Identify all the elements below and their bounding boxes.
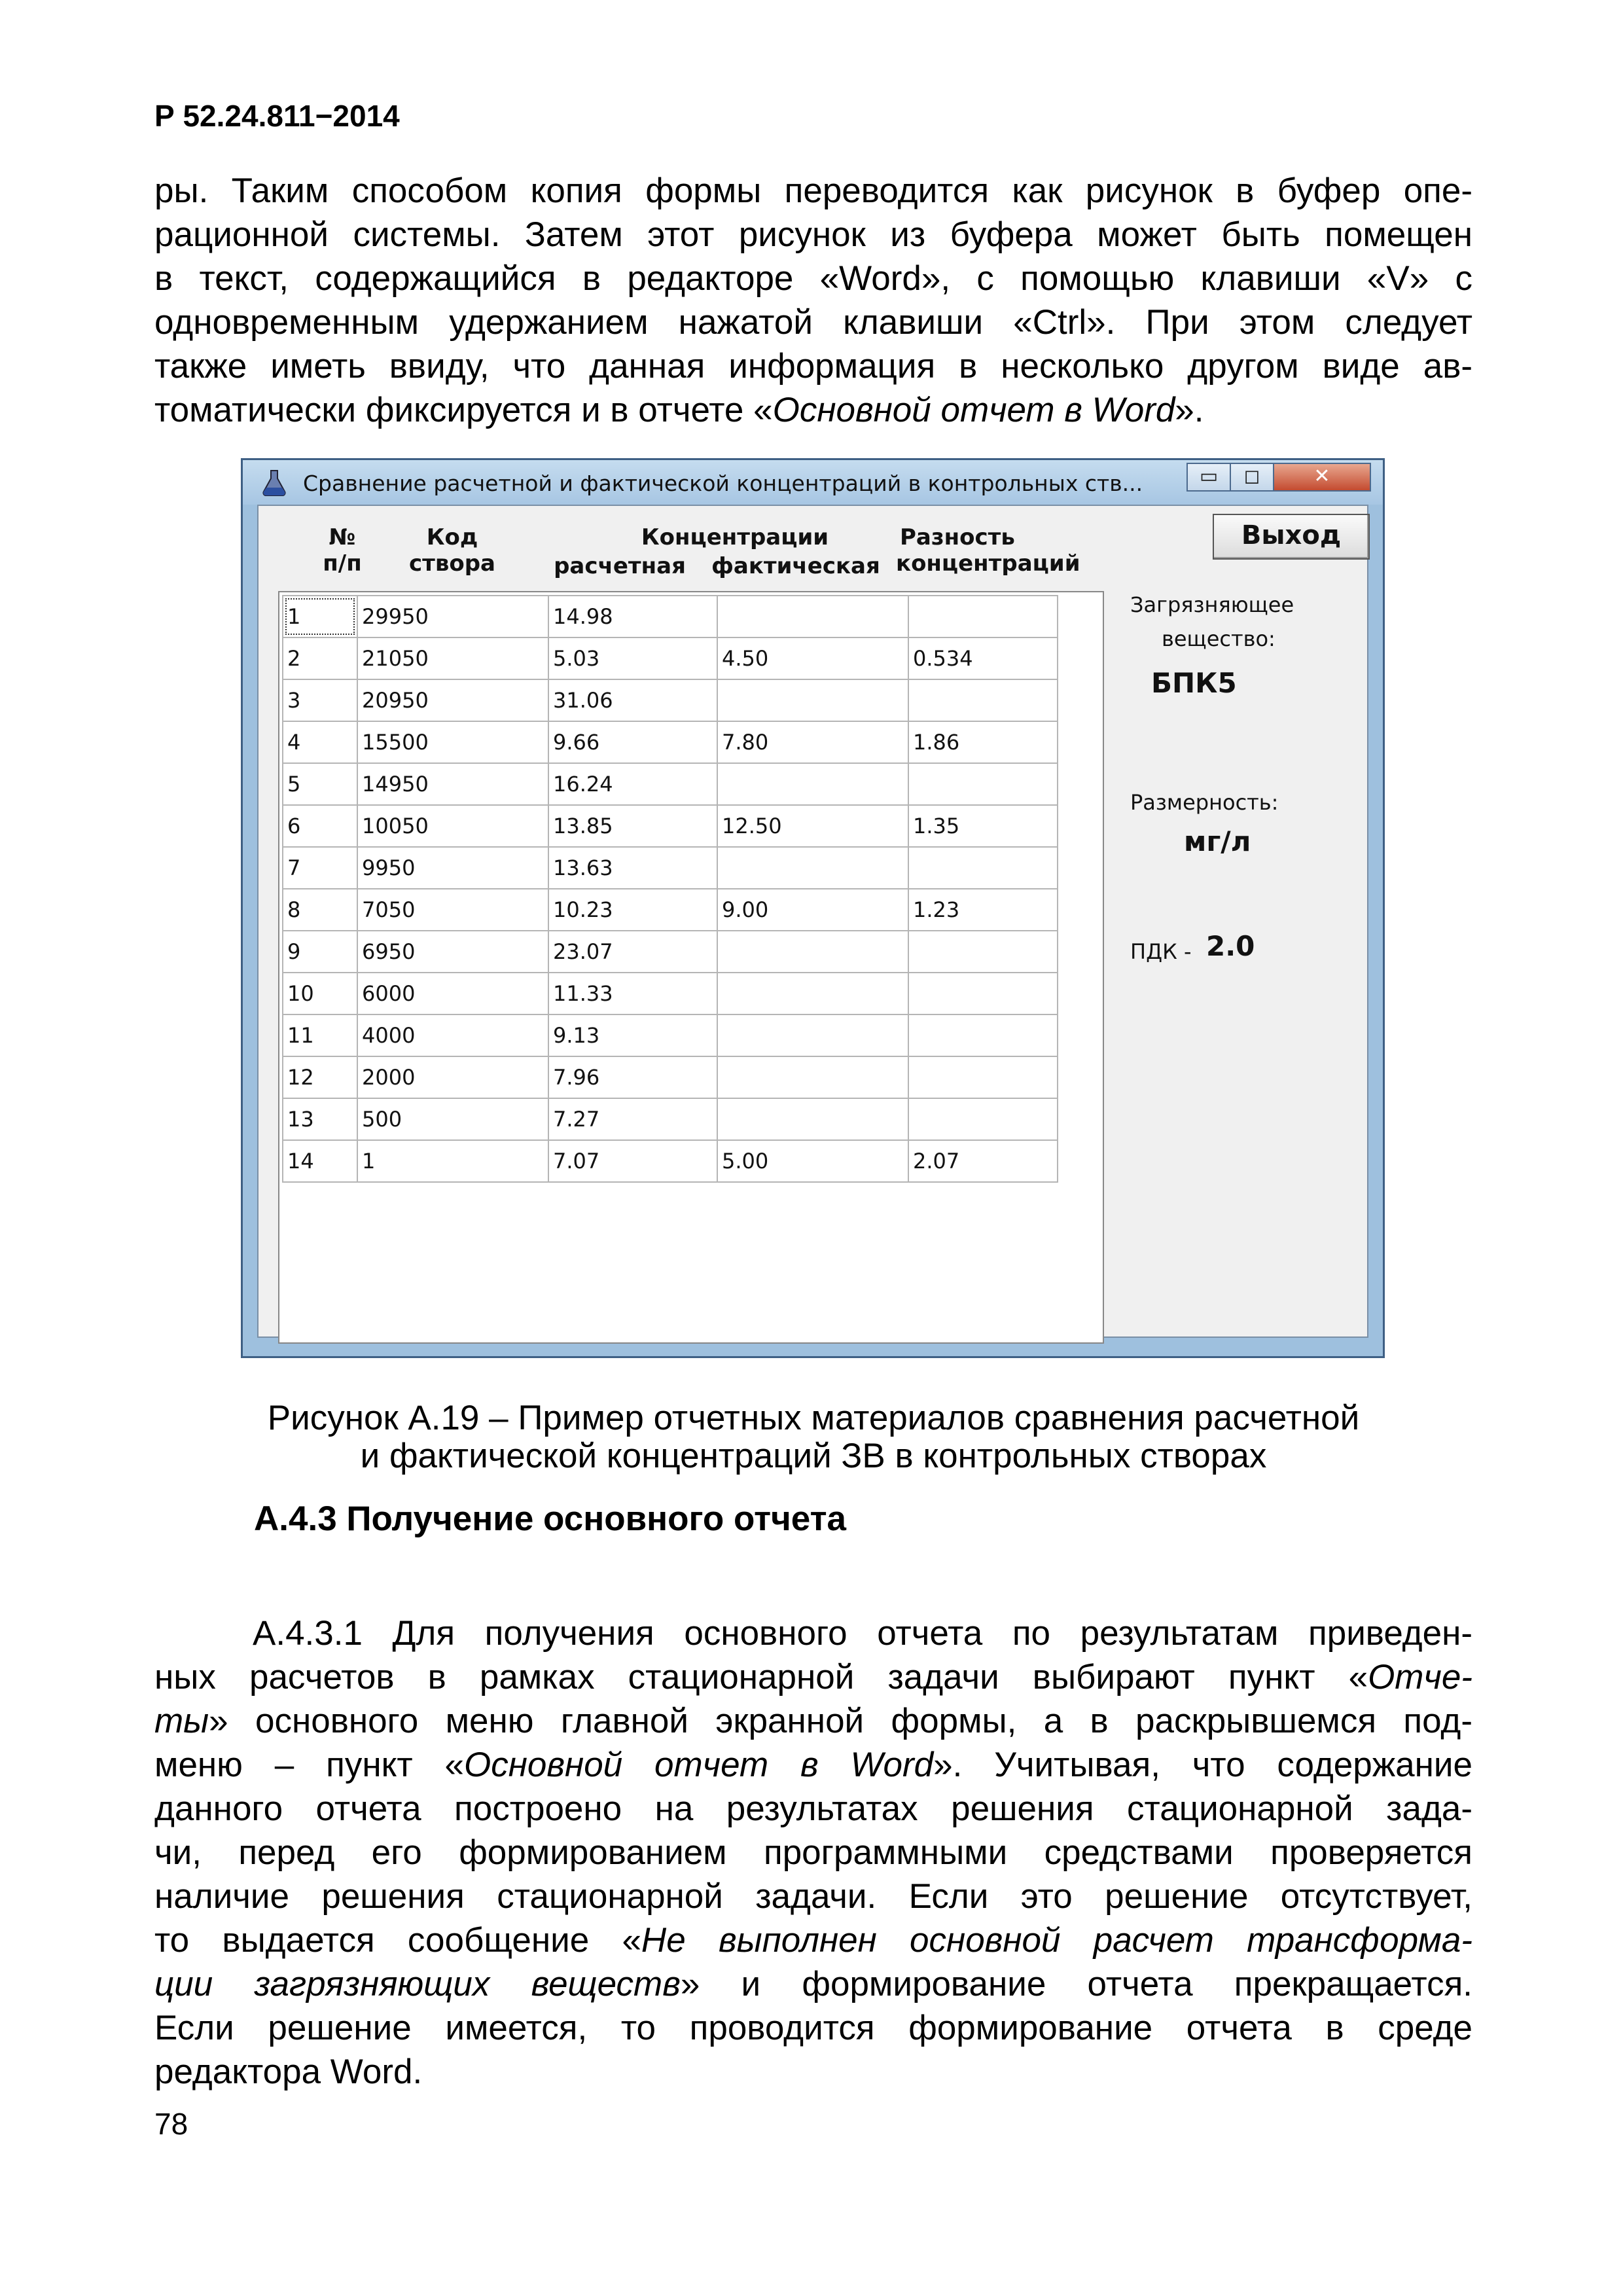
table-cell[interactable]: 1 [283,596,357,637]
table-cell[interactable]: 29950 [357,596,548,637]
text-run: ». Учитывая, что содержание [933,1746,1472,1784]
table-cell[interactable]: 31.06 [548,679,717,721]
table-row[interactable] [283,973,1058,1014]
header-num-line2: п/п [323,550,362,577]
close-icon: ✕ [1313,465,1330,488]
header-diff [896,524,1105,577]
text-line: Если решение имеется, то проводится формирование отчета в среде [154,2009,1472,2047]
italic-run: Основной отчет в Word [772,391,1175,429]
table-cell[interactable]: 2.07 [908,1140,1058,1182]
table-cell[interactable] [717,679,908,721]
text-run: » и формирование отчета прекращается. [680,1965,1472,2003]
text-line: одновременным удержанием нажатой клавиши «Ctrl». При этом следует [154,303,1472,342]
table-cell[interactable]: 8 [283,889,357,931]
minimize-button[interactable] [1186,463,1230,492]
header-num [316,524,368,577]
table-cell[interactable]: 10050 [357,805,548,847]
text-line: чи, перед его формированием программными средствами проверяется [154,1833,1472,1872]
text-line: ры. Таким способом копия формы переводится как рисунок в буфер опе- [154,171,1472,210]
text-line: также иметь ввиду, что данная информация в несколько другом виде ав- [154,347,1472,386]
table-cell[interactable]: 7.07 [548,1140,717,1182]
table-row[interactable] [283,1014,1058,1056]
text-line: наличие решения стационарной задачи. Если это решение отсутствует, [154,1877,1472,1916]
table-row[interactable] [283,931,1058,973]
table-cell[interactable]: 21050 [357,637,548,679]
table-row[interactable] [283,679,1058,721]
table-cell[interactable] [717,1098,908,1140]
table-cell[interactable]: 2 [283,637,357,679]
results-grid[interactable] [278,591,1104,1344]
text-run: меню – пункт « [154,1746,465,1784]
table-cell[interactable]: 10 [283,973,357,1014]
header-code [387,524,518,577]
window-title: Сравнение расчетной и фактической концентраций в контрольных ств... [303,471,1143,496]
table-cell[interactable]: 7.96 [548,1056,717,1098]
table-cell[interactable]: 13.63 [548,847,717,889]
table-cell[interactable]: 6950 [357,931,548,973]
section-heading: А.4.3 Получение основного отчета [254,1499,847,1538]
pdk-label: ПДК - [1130,939,1192,964]
table-cell[interactable]: 14 [283,1140,357,1182]
table-cell[interactable]: 0.534 [908,637,1058,679]
table-row[interactable] [283,1098,1058,1140]
window-client-area [257,505,1368,1338]
pdk-value: 2.0 [1206,930,1255,962]
table-cell[interactable] [908,1056,1058,1098]
window-controls [1186,463,1371,492]
table-row[interactable] [283,596,1058,637]
table-cell[interactable]: 13 [283,1098,357,1140]
text-run: то выдается сообщение « [154,1921,641,1960]
flask-icon [260,468,289,497]
table-cell[interactable]: 6 [283,805,357,847]
text-line [154,1918,1472,1962]
pollutant-label: Загрязняющее [1130,592,1294,617]
table-row[interactable] [283,721,1058,763]
figure-caption [154,1399,1472,1475]
table-cell[interactable]: 10.23 [548,889,717,931]
table-cell[interactable]: 9950 [357,847,548,889]
text-run: » основного меню главной экранной формы, а в раскрывшемся под- [209,1702,1472,1740]
table-cell[interactable]: 500 [357,1098,548,1140]
table-cell[interactable]: 4 [283,721,357,763]
table-cell[interactable]: 5.03 [548,637,717,679]
table-cell[interactable]: 15500 [357,721,548,763]
table-row[interactable] [283,847,1058,889]
text-run: ». [1175,391,1204,429]
table-cell[interactable]: 7.27 [548,1098,717,1140]
table-cell[interactable] [717,763,908,805]
pollutant-value: БПК5 [1151,667,1237,699]
italic-run: Отче- [1368,1658,1472,1696]
table-cell[interactable] [908,931,1058,973]
unit-value: мг/л [1184,825,1251,857]
italic-run: Не выполнен основной расчет трансформа- [641,1921,1472,1960]
page-number: 78 [154,2107,188,2141]
pollutant-label-2: вещество: [1162,626,1275,651]
results-table [282,595,1058,1183]
paragraph-intro [154,169,1472,432]
table-row[interactable] [283,1056,1058,1098]
table-cell[interactable]: 6000 [357,973,548,1014]
table-cell[interactable] [717,973,908,1014]
table-cell[interactable]: 5 [283,763,357,805]
table-cell[interactable]: 16.24 [548,763,717,805]
table-cell[interactable]: 9.66 [548,721,717,763]
header-concentrations: Концентрации [641,524,829,550]
table-cell[interactable] [908,763,1058,805]
table-cell[interactable]: 23.07 [548,931,717,973]
table-cell[interactable] [717,596,908,637]
italic-run: Основной отчет в Word [464,1746,934,1784]
header-num-line1: № [329,524,356,550]
header-code-line2: створа [408,550,495,577]
text-line [154,1655,1472,1699]
table-cell[interactable]: 4000 [357,1014,548,1056]
table-cell[interactable]: 1.35 [908,805,1058,847]
table-cell[interactable]: 3 [283,679,357,721]
exit-button[interactable]: Выход [1213,514,1370,560]
table-cell[interactable] [908,1098,1058,1140]
table-cell[interactable]: 7 [283,847,357,889]
italic-run: ции загрязняющих веществ [154,1965,681,2003]
table-cell[interactable]: 7050 [357,889,548,931]
window-titlebar [243,460,1383,505]
table-cell[interactable] [717,847,908,889]
text-line: А.4.3.1 Для получения основного отчета по результатам приведен- [253,1614,1472,1653]
table-cell[interactable]: 1.23 [908,889,1058,931]
italic-run: ты [154,1702,209,1740]
table-cell[interactable]: 9.13 [548,1014,717,1056]
table-row[interactable] [283,1140,1058,1182]
caption-line-2: и фактической концентраций ЗВ в контрольных створах [360,1437,1267,1475]
text-line [154,1699,1472,1743]
table-cell[interactable]: 9 [283,931,357,973]
unit-label: Размерность: [1130,790,1279,815]
table-cell[interactable] [717,1056,908,1098]
table-cell[interactable]: 7.80 [717,721,908,763]
header-calc: расчетная [554,553,686,579]
table-cell[interactable]: 1.86 [908,721,1058,763]
table-cell[interactable] [717,1014,908,1056]
table-cell[interactable]: 4.50 [717,637,908,679]
text-line: в текст, содержащийся в редакторе «Word», с помощью клавиши «V» с [154,259,1472,298]
table-cell[interactable]: 12.50 [717,805,908,847]
header-diff-line2: концентраций [896,550,1080,577]
text-run: томатически фиксируется и в отчете « [154,391,773,429]
header-diff-line1: Разность [900,524,1015,550]
table-cell[interactable]: 2000 [357,1056,548,1098]
table-cell[interactable]: 11.33 [548,973,717,1014]
table-cell[interactable] [908,973,1058,1014]
paragraph-main [154,1611,1472,2094]
table-row[interactable] [283,763,1058,805]
text-line: рационной системы. Затем этот рисунок из буфера может быть помещен [154,215,1472,254]
table-row[interactable] [283,805,1058,847]
table-cell[interactable]: 20950 [357,679,548,721]
table-cell[interactable]: 11 [283,1014,357,1056]
header-fact: фактическая [711,553,880,579]
table-cell[interactable]: 14950 [357,763,548,805]
minimize-icon: ▭ [1199,465,1219,488]
text-run: ных расчетов в рамках стационарной задачи выбирают пункт « [154,1658,1368,1696]
text-line [154,1962,1472,2006]
table-cell[interactable]: 5.00 [717,1140,908,1182]
table-cell[interactable] [908,596,1058,637]
maximize-icon: ◻ [1243,465,1260,488]
table-cell[interactable] [908,847,1058,889]
comparison-window [241,458,1385,1358]
text-line [154,388,1472,432]
text-line: редактора Word. [154,2053,423,2091]
table-cell[interactable]: 13.85 [548,805,717,847]
table-cell[interactable]: 9.00 [717,889,908,931]
caption-line-1: Рисунок А.19 – Пример отчетных материалов сравнения расчетной [267,1399,1360,1437]
table-cell[interactable]: 14.98 [548,596,717,637]
table-cell[interactable]: 12 [283,1056,357,1098]
text-line: данного отчета построено на результатах решения стационарной зада- [154,1789,1472,1828]
header-code-line1: Код [426,524,478,550]
table-cell[interactable] [908,1014,1058,1056]
table-cell[interactable]: 1 [357,1140,548,1182]
close-button[interactable] [1273,463,1371,492]
text-line [154,1743,1472,1787]
table-cell[interactable] [717,931,908,973]
table-row[interactable] [283,637,1058,679]
table-cell[interactable] [908,679,1058,721]
maximize-button[interactable] [1230,463,1273,492]
table-row[interactable] [283,889,1058,931]
document-code: Р 52.24.811−2014 [154,99,400,133]
